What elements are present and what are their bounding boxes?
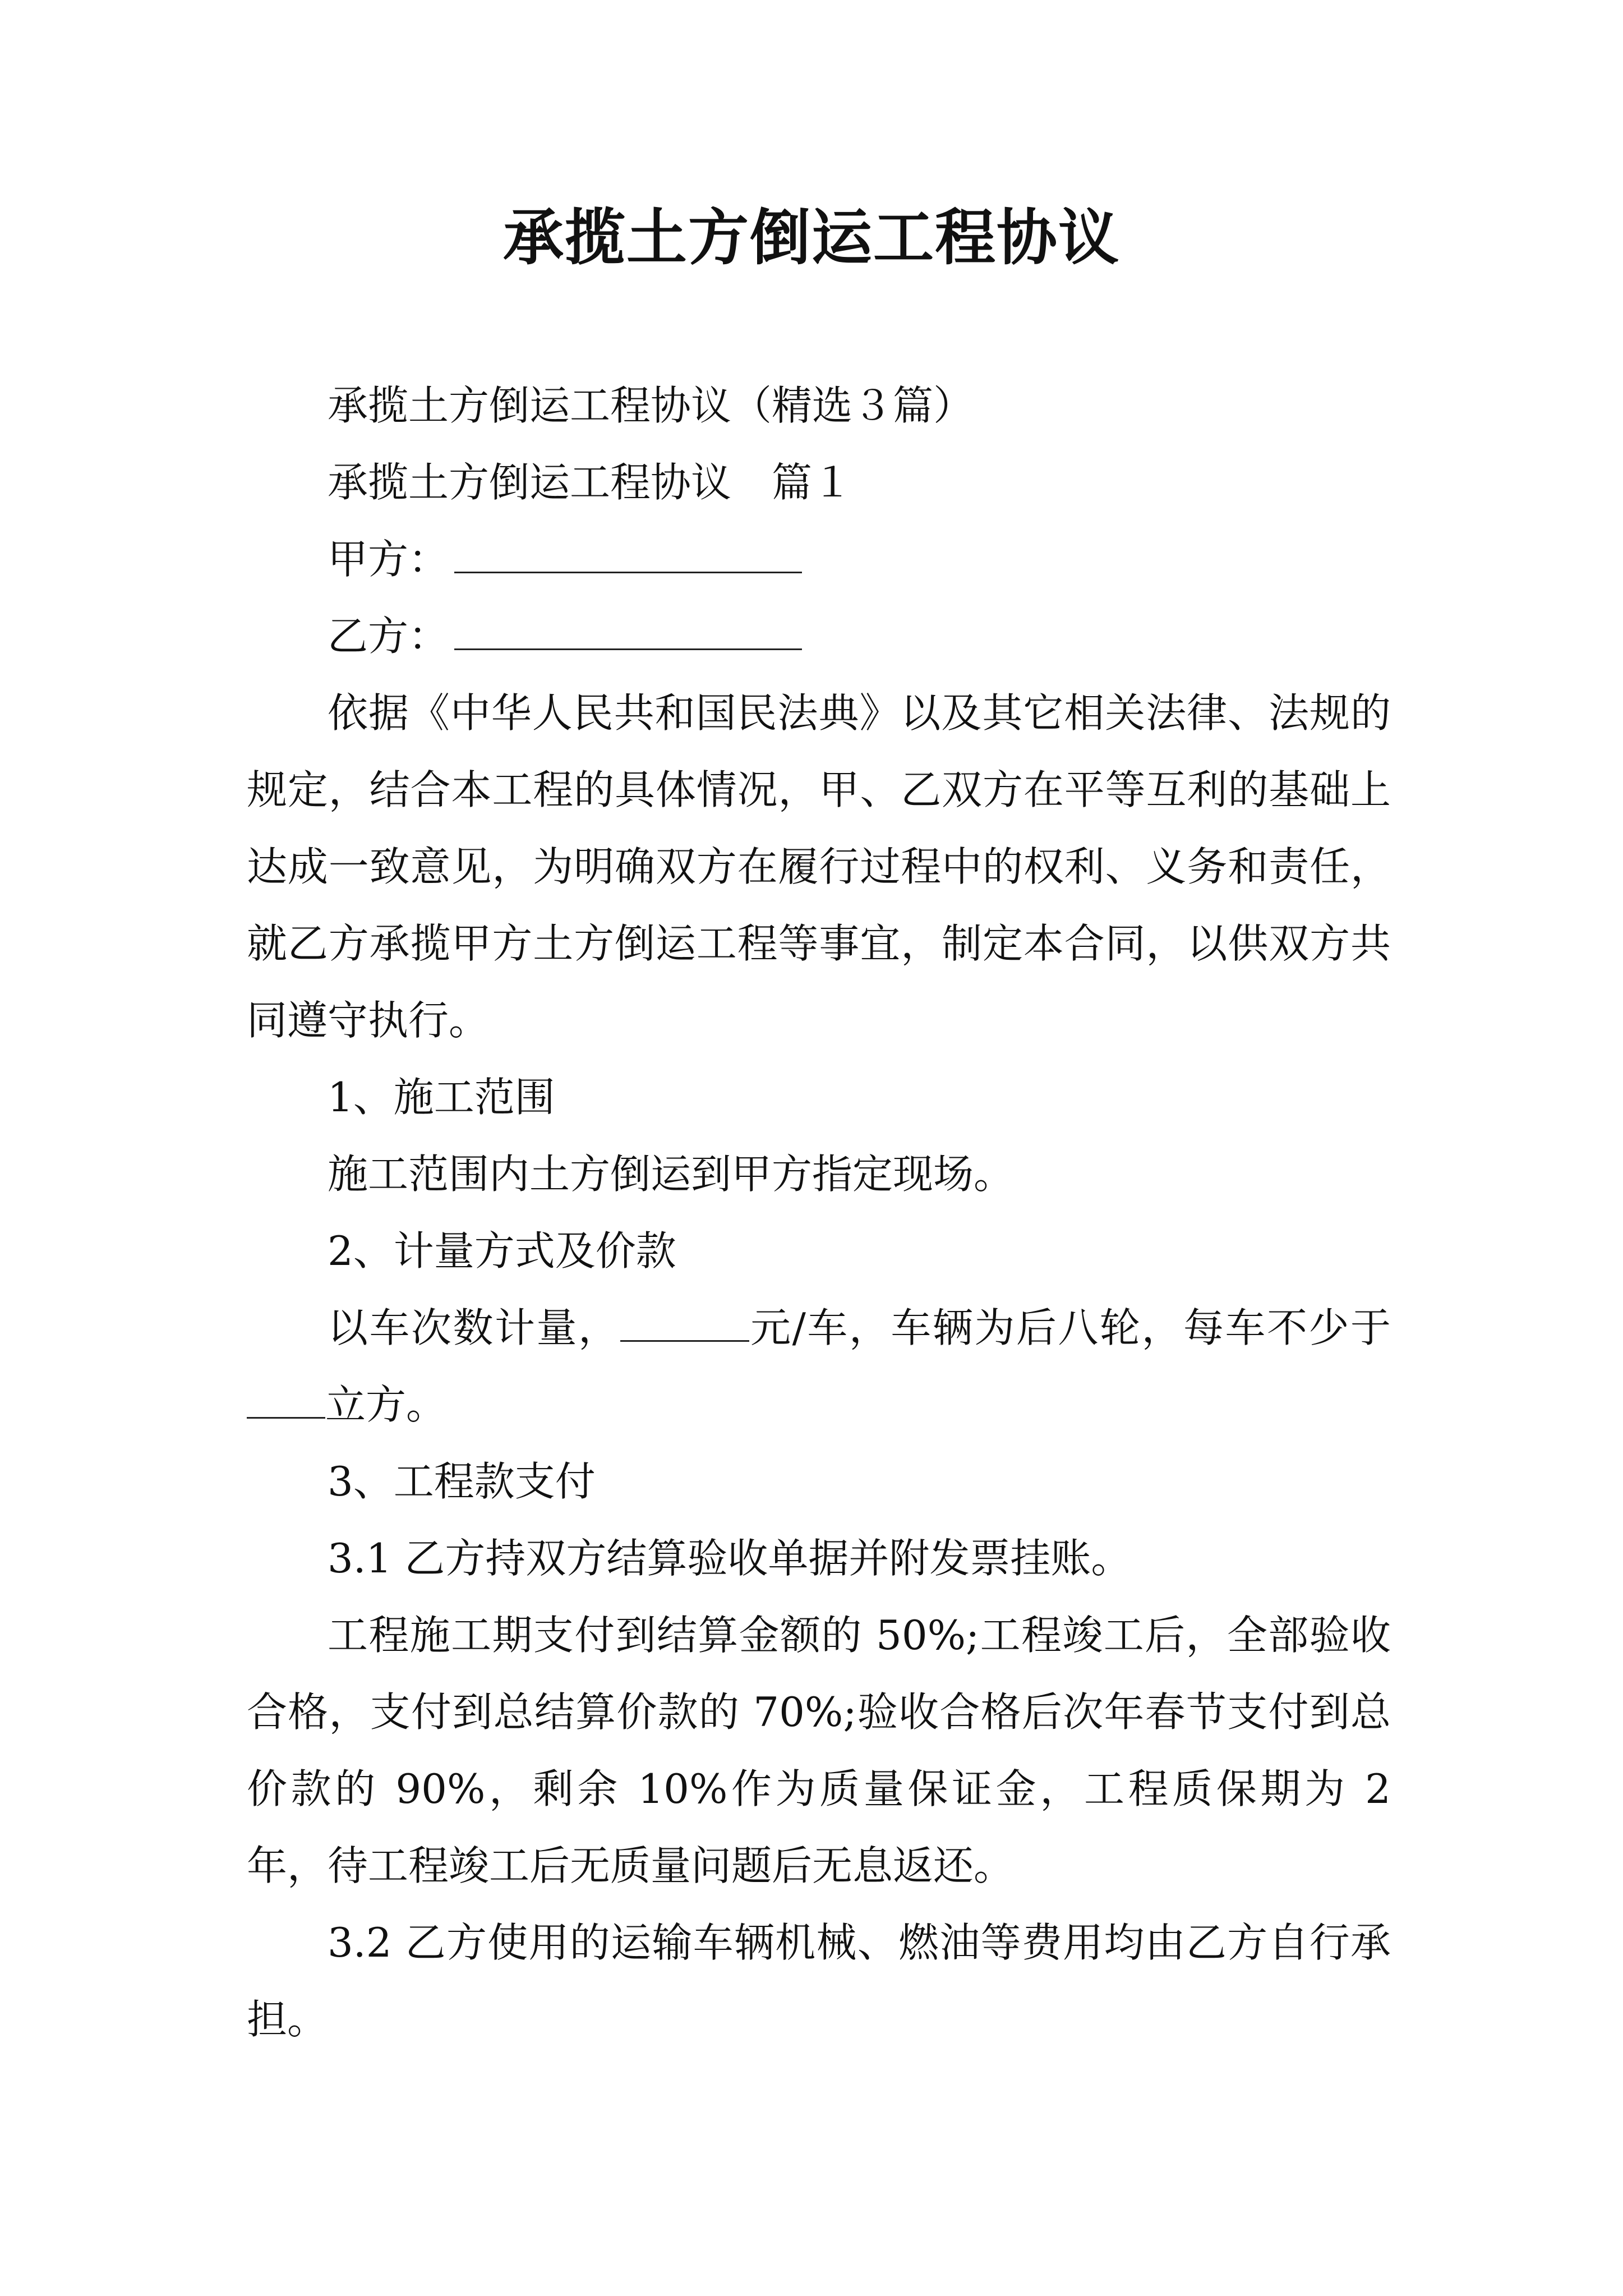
section-heading: 承揽土方倒运工程协议 篇１ [328,459,853,506]
document-title: 承揽土方倒运工程协议 [502,203,1120,273]
party-b-label: 乙方： [328,613,449,660]
volume-blank [247,1381,325,1419]
section-2-heading: 2、计量方式及价款 [328,1227,676,1274]
subtitle: 承揽土方倒运工程协议（精选３篇） [328,382,974,429]
party-b-line [247,598,1391,675]
party-a-label: 甲方： [328,536,449,583]
section-1-text: 施工范围内土方倒运到甲方指定现场。 [328,1151,1015,1198]
price-text-b: 元/车，车辆为后八轮，每车不少于 [749,1304,1391,1351]
document-body [247,367,1391,2058]
payment-paragraph: 工程施工期支付到结算金额的 50%;工程竣工后，全部验收合格，支付到总结算价款的 70%;验收合格后次年春节支付到总价款的 90%，剩余 10%作为质量保证金，工程质保期为 2 年，待工程竣工后无质量问题后无息返还。 [247,1612,1391,1889]
section-2-text [247,1290,1391,1443]
price-text-a: 以车次数计量， [328,1304,620,1351]
section-3-heading: 3、工程款支付 [328,1458,596,1505]
party-b-blank [454,612,802,650]
price-blank [620,1304,749,1342]
section-3-1: 3.1 乙方持双方结算验收单据并附发票挂账。 [328,1535,1132,1582]
party-a-blank [454,535,802,573]
party-a-line [247,521,1391,598]
intro-paragraph: 依据《中华人民共和国民法典》以及其它相关法律、法规的规定，结合本工程的具体情况，甲、乙双方在平等互利的基础上达成一致意见，为明确双方在履行过程中的权利、义务和责任，就乙方承揽甲方土方倒运工程等事宜，制定本合同，以供双方共同遵守执行。 [247,689,1391,1044]
price-text-c: 立方。 [325,1381,447,1428]
section-3-2: 3.2 乙方使用的运输车辆机械、燃油等费用均由乙方自行承担。 [247,1919,1391,2043]
section-1-heading: 1、施工范围 [328,1074,555,1121]
